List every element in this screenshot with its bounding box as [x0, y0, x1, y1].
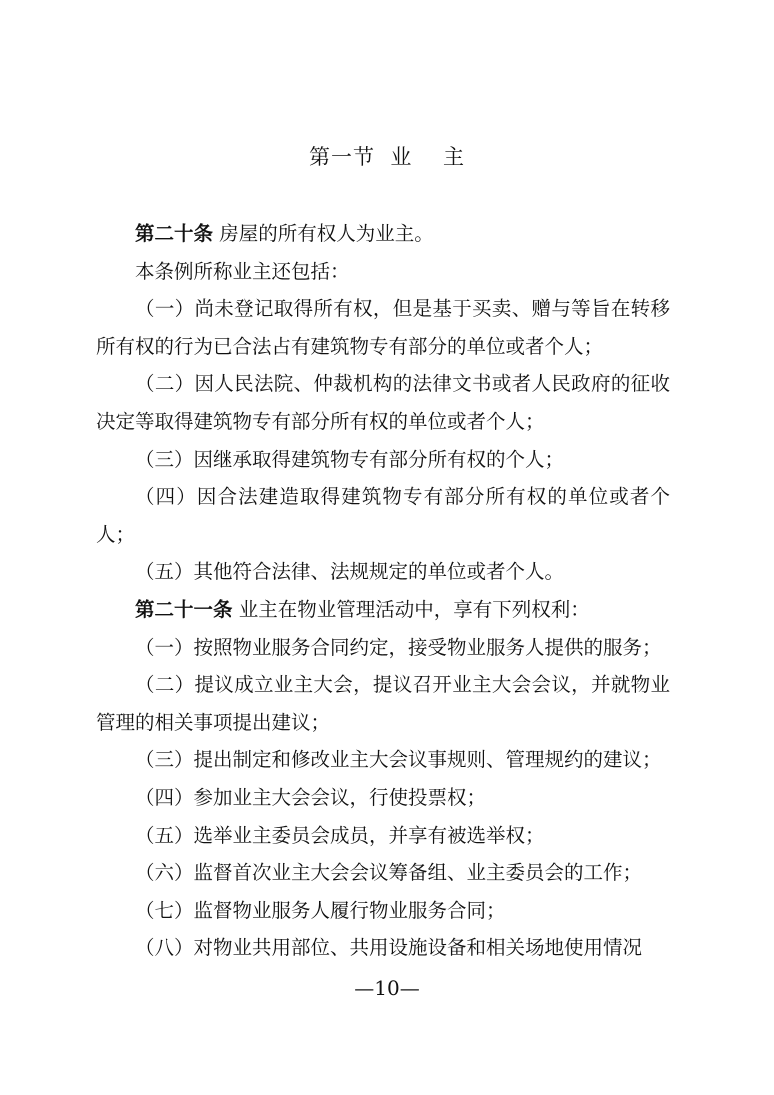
- article-20-item-4: （四）因合法建造取得建筑物专有部分所有权的单位或者个人；: [96, 485, 670, 546]
- article-21-item-7: （七）监督物业服务人履行物业服务合同；: [135, 898, 506, 922]
- article-20-item-3: （三）因继承取得建筑物专有部分所有权的个人；: [135, 447, 565, 471]
- article-number: 第二十条: [135, 222, 214, 245]
- article-20-item-1: （一）尚未登记取得所有权，但是基于买卖、赠与等旨在转移所有权的行为已合法占有建筑物专有部分的单位或者个人；: [96, 297, 670, 358]
- section-title: 第一节 业 主: [308, 145, 466, 169]
- article-21-item-3: （三）提出制定和修改业主大会议事规则、管理规约的建议；: [135, 748, 662, 772]
- article-21-item-6: （六）监督首次业主大会会议筹备组、业主委员会的工作；: [135, 861, 643, 885]
- article-21-item-5: （五）选举业主委员会成员，并享有被选举权；: [135, 823, 545, 847]
- article-21-item-1: （一）按照物业服务合同约定，接受物业服务人提供的服务；: [135, 635, 662, 659]
- article-21-item-4: （四）参加业主大会会议，行使投票权；: [135, 785, 487, 809]
- article-text: 业主在物业管理活动中，享有下列权利：: [238, 597, 590, 621]
- article-21-item-2: （二）提议成立业主大会，提议召开业主大会会议，并就物业管理的相关事项提出建议；: [96, 673, 670, 734]
- article-number: 第二十一条: [135, 597, 233, 621]
- document-body: [96, 215, 670, 967]
- article-20-item-5: （五）其他符合法律、法规规定的单位或者个人。: [135, 560, 565, 584]
- article-21-paragraph: [96, 591, 670, 629]
- article-20-item-2: （二）因人民法院、仲裁机构的法律文书或者人民政府的征收决定等取得建筑物专有部分所有权的单位或者个人；: [96, 372, 670, 433]
- article-text: 房屋的所有权人为业主。: [219, 222, 434, 245]
- article-20-paragraph: [96, 215, 670, 253]
- article-20-intro: 本条例所称业主还包括：: [135, 259, 350, 283]
- article-21-item-8: （八）对物业共用部位、共用设施设备和相关场地使用情况: [135, 936, 643, 960]
- page-number: —10—: [354, 976, 420, 1000]
